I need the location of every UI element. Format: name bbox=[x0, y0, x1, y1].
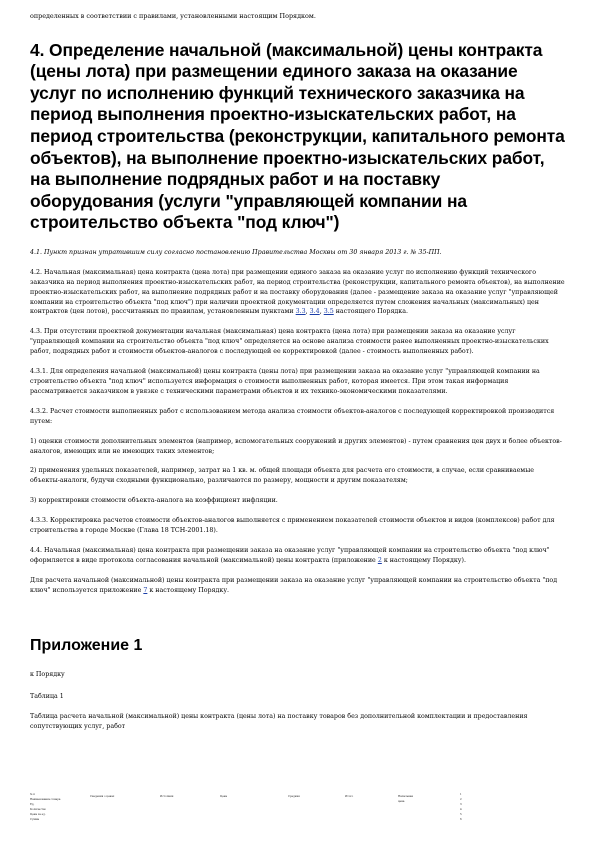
paragraph-calc-text: Для расчета начальной (максимальной) цены контракта при размещении заказа на оказание услуг "управляющей компании на строительство объекта "под ключ" используется приложение bbox=[30, 576, 558, 594]
table-cell: Цена за ед. bbox=[30, 813, 46, 816]
list-item-3: 3) корректировки стоимости объекта-аналога на коэффициент инфляции. bbox=[30, 497, 278, 505]
table-cell: Источник bbox=[160, 795, 174, 798]
paragraph-4-3-3: 4.3.3. Корректировка расчетов стоимости объектов-аналогов выполняется с применением показателей стоимости объектов и видов (комплексов) работ для строительства в городе Москве (Глава 18 ТСН-2001.18). bbox=[30, 517, 555, 535]
paragraph-4-3: 4.3. При отсутствии проектной документации начальная (максимальная) цена контракта (цена лота) при размещении заказа на оказание услуг "управляющей компании на строительство объекта "под ключ" определяется на основе анализа стоимости ранее выполненных проектно-изыскательских работ, подрядных работ и стоимости объектов-аналогов с последующей ее корректировкой (далее - стоимость выполненных работ). bbox=[30, 328, 549, 356]
link-3-4[interactable]: 3.4 bbox=[309, 308, 320, 316]
table-cell: Наименование товара bbox=[30, 798, 61, 801]
table-caption: Таблица расчета начальной (максимальной) цены контракта (цены лота) на поставку товаров без дополнительной комплектации и предоставления сопутствующих услуг, работ bbox=[30, 713, 528, 731]
table-cell: Количество bbox=[30, 808, 47, 811]
table-cell: Ед. bbox=[30, 803, 35, 806]
paragraph-4-3-1: 4.3.1. Для определения начальной (максимальной) цены контракта (цены лота) при размещении заказа на оказание услуг "управляющей компании на строительство объекта "под ключ" используется информация о стоимости выполненных работ, которая имеется. При этом такая информация рассматривается заказчиком в увязке с техническими параметрами объектов и их технико-экономическими показателями. bbox=[30, 368, 540, 395]
paragraph-4-3-2: 4.3.2. Расчет стоимости выполненных работ с использованием метода анализа стоимости объектов-аналогов с последующей корректировкой производится путем: bbox=[30, 407, 555, 425]
appendix-title: Приложение 1 bbox=[30, 636, 143, 654]
table-cell: Начальная bbox=[398, 795, 414, 798]
price-table bbox=[30, 793, 565, 833]
paragraph-4-2: 4.2. Начальная (максимальная) цена контракта (цена лота) при размещении единого заказа на оказание услуг по исполнению функций технического заказчика на период выполнения проектно-изыскательских работ, на период строительства (реконструкции, капитального ремонта объектов), на выполнение проектно-изыскательских работ, на выполнение подрядных работ и на поставку оборудования (далее - размещение заказа на оказание услуг "управляющей компании на строительство объекта "под ключ") при наличии проектной документации определяется путем сложения начальных (максимальных) цен контрактов (цен лотов), рассчитанных по правилам, установленным пунктами 3.3, 3.4, 3.5 настоящего Порядка. bbox=[30, 268, 565, 316]
table-cell: № п bbox=[30, 793, 36, 796]
table-cell: Средняя bbox=[288, 795, 300, 798]
table-cell: Сумма bbox=[30, 818, 40, 821]
paragraph-4-4-tail: к настоящему Порядку). bbox=[383, 556, 466, 564]
paragraph-4-2-text: 4.2. Начальная (максимальная) цена контракта (цена лота) при размещении единого заказа на оказание услуг по исполнению функций технического заказчика на период выполнения проектно-изыскательских работ, на период строительства (реконструкции, капитального ремонта объектов), на выполнение проектно-изыскательских работ, на выполнение подрядных работ и на поставку оборудования (далее - размещение заказа на оказание услуг "управляющей компании на строительство объекта "под ключ") при наличии проектной документации определяется путем сложения начальных (максимальных) цен контрактов (цен лотов), рассчитанных по правилам, установленным пунктами bbox=[30, 268, 565, 316]
table-cell: 5 bbox=[460, 813, 462, 816]
section-title: 4. Определение начальной (максимальной) цены контракта (цены лота) при размещении единого заказа на оказание услуг по исполнению функций технического заказчика на период выполнения проектно-изыскательских работ, на период строительства (реконструкции, капитального ремонта объектов), на выполнение проектно-изыскательских работ, на выполнение подрядных работ и на поставку оборудования (услуги "управляющей компании на строительство объекта "под ключ") bbox=[30, 39, 565, 233]
link-3-3[interactable]: 3.3 bbox=[295, 308, 306, 316]
paragraph-4-2-tail: настоящего Порядка. bbox=[335, 308, 408, 316]
table-cell: Итого bbox=[345, 795, 354, 798]
table-cell: 1 bbox=[460, 793, 462, 796]
top-text: определенных в соответствии с правилами, установленными настоящим Порядком. bbox=[30, 12, 316, 20]
table-label: Таблица 1 bbox=[30, 692, 64, 700]
table-cell: цена bbox=[398, 800, 405, 803]
table-cell: 4 bbox=[460, 808, 462, 811]
table-cell: Сведения о ценах bbox=[90, 795, 115, 798]
paragraph-calc-tail: к настоящему Порядку. bbox=[149, 586, 230, 594]
paragraph-4-4-text: 4.4. Начальная (максимальная) цена контракта при размещении заказа на оказание услуг "управляющей компании на строительство объекта "под ключ" оформляется в виде протокола согласования начальной (максимальной) цены контракта (приложение bbox=[30, 546, 550, 564]
link-appendix-2[interactable]: 2 bbox=[377, 556, 382, 564]
table-cell: 6 bbox=[460, 818, 462, 821]
list-item-1: 1) оценки стоимости дополнительных элементов (например, вспомогательных сооружений и других элементов) - путем сравнения цен двух и более объектов-аналогов, имеющих или не имеющих таких элементов; bbox=[30, 437, 562, 455]
table-cell: 3 bbox=[460, 803, 462, 806]
paragraph-calc bbox=[30, 576, 565, 596]
appendix-to-order: к Порядку bbox=[30, 670, 65, 678]
list-item-2: 2) применения удельных показателей, например, затрат на 1 кв. м. общей площади объекта для расчета его стоимости, в случае, если сравниваемые объекты-аналоги, будучи сходными функционально, различаются по размеру, мощности и другим показателям; bbox=[30, 467, 534, 485]
table-cell: Цена bbox=[220, 795, 228, 798]
table-cell: 2 bbox=[460, 798, 462, 801]
link-appendix-7[interactable]: 7 bbox=[143, 586, 148, 594]
paragraph-4-4 bbox=[30, 546, 565, 566]
paragraph-4-1: 4.1. Пункт признан утратившим силу согласно постановлению Правительства Москвы от 30 января 2013 г. № 35-ПП. bbox=[30, 248, 442, 256]
link-3-5[interactable]: 3.5 bbox=[323, 308, 334, 316]
